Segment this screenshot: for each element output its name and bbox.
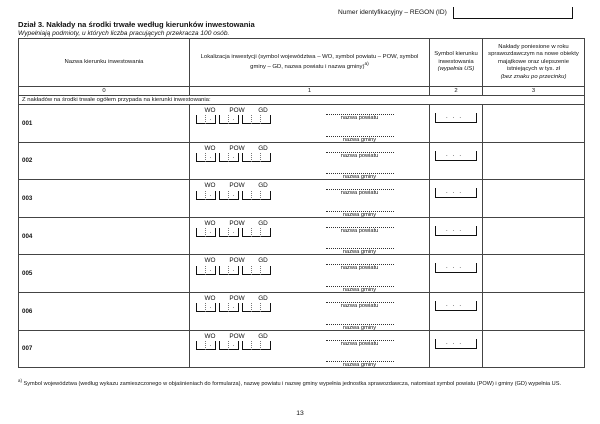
powiat-caption: nazwa powiatu xyxy=(340,190,379,197)
column-number-row xyxy=(19,87,585,96)
code-boxes xyxy=(196,153,276,162)
direction-symbol-cell xyxy=(430,217,483,255)
powiat-name-field[interactable] xyxy=(326,183,394,190)
table-header-row xyxy=(19,39,585,87)
location-cell xyxy=(190,105,430,143)
direction-symbol-cell xyxy=(430,142,483,180)
wo-code-box[interactable]: . xyxy=(196,341,216,350)
page-number: 13 xyxy=(296,410,304,417)
table-row xyxy=(19,180,585,218)
wo-code-box[interactable]: . xyxy=(196,228,216,237)
powiat-caption: nazwa powiatu xyxy=(340,227,379,234)
direction-symbol-cell xyxy=(430,292,483,330)
powiat-name-field[interactable] xyxy=(326,296,394,303)
location-codes xyxy=(196,258,276,274)
row-code[interactable] xyxy=(19,142,190,180)
intro-row xyxy=(19,96,585,105)
gd-code-box[interactable] xyxy=(242,228,271,237)
gmina-caption: nazwa gminy xyxy=(342,249,377,256)
location-codes xyxy=(196,221,276,237)
direction-symbol-box[interactable]: ... xyxy=(435,339,477,349)
row-code-label: 006 xyxy=(22,307,33,315)
code-labels xyxy=(196,221,276,227)
gd-label: GD xyxy=(258,257,268,265)
row-code-label: 004 xyxy=(22,232,33,240)
code-labels xyxy=(196,183,276,189)
code-boxes xyxy=(196,303,276,312)
gmina-caption: nazwa gminy xyxy=(342,136,377,143)
wo-label: WO xyxy=(204,257,216,265)
column-number: 0 xyxy=(19,87,190,96)
code-labels xyxy=(196,146,276,152)
powiat-caption: nazwa powiatu xyxy=(340,265,379,272)
location-cell xyxy=(190,292,430,330)
regon-label: Numer identyfikacyjny – REGON (ID) xyxy=(338,9,447,16)
expenditure-cell[interactable] xyxy=(483,142,585,180)
regon-input-box[interactable] xyxy=(453,7,573,19)
pow-label: POW xyxy=(229,219,245,227)
pow-code-box[interactable]: . xyxy=(219,115,239,124)
table-row xyxy=(19,255,585,293)
expenditure-cell[interactable] xyxy=(483,255,585,293)
code-boxes xyxy=(196,341,276,350)
footnote-text: Symbol województwa (według wykazu zamieszczonego w objaśnieniach do formularza), nazwę powiatu i nazwę gminy wypełnia jednostka sprawozdawcza, natomiast symbol powiatu (POW) i gminy (GD) wypełnia US. xyxy=(23,380,562,387)
direction-symbol-box[interactable]: ... xyxy=(435,226,477,236)
direction-symbol-box[interactable]: ... xyxy=(435,113,477,123)
wo-label: WO xyxy=(204,219,216,227)
footnote-mark: a) xyxy=(18,378,22,383)
gd-code-box[interactable] xyxy=(242,191,271,200)
location-cell xyxy=(190,180,430,218)
gmina-name-field[interactable] xyxy=(326,242,394,249)
gmina-name-field[interactable] xyxy=(326,355,394,362)
location-codes xyxy=(196,334,276,350)
gmina-name-field[interactable] xyxy=(326,205,394,212)
expenditure-cell[interactable] xyxy=(483,105,585,143)
wo-label: WO xyxy=(204,294,216,302)
gd-code-box[interactable] xyxy=(242,303,271,312)
location-names xyxy=(290,108,429,143)
column-number: 1 xyxy=(190,87,430,96)
code-labels xyxy=(196,296,276,302)
wo-code-box[interactable]: . xyxy=(196,153,216,162)
wo-label: WO xyxy=(204,144,216,152)
location-names xyxy=(290,146,429,181)
direction-symbol-cell xyxy=(430,330,483,368)
gd-code-box[interactable] xyxy=(242,341,271,350)
row-code-label: 003 xyxy=(22,194,33,202)
direction-symbol-box[interactable]: ... xyxy=(435,263,477,273)
gd-code-box[interactable] xyxy=(242,153,271,162)
gd-label: GD xyxy=(258,144,268,152)
code-boxes xyxy=(196,115,276,124)
row-code[interactable] xyxy=(19,217,190,255)
wo-label: WO xyxy=(204,107,216,114)
powiat-caption: nazwa powiatu xyxy=(340,115,379,121)
direction-symbol-cell xyxy=(430,105,483,143)
gmina-name-field[interactable] xyxy=(326,167,394,174)
gmina-name-field[interactable] xyxy=(326,318,394,325)
pow-code-box[interactable]: . xyxy=(219,153,239,162)
pow-label: POW xyxy=(229,257,245,265)
location-codes xyxy=(196,146,276,162)
header-direction-symbol: Symbol kierunku inwestowania (wypełnia US) xyxy=(430,39,483,87)
expenditure-cell[interactable] xyxy=(483,330,585,368)
pow-label: POW xyxy=(229,107,245,114)
gmina-name-field[interactable] xyxy=(326,280,394,287)
intro-text: Z nakładów na środki trwałe ogółem przypada na kierunki inwestowania: xyxy=(19,96,585,105)
location-codes xyxy=(196,108,276,124)
direction-symbol-box[interactable]: ... xyxy=(435,301,477,311)
code-boxes xyxy=(196,228,276,237)
pow-code-box[interactable]: . xyxy=(219,191,239,200)
pow-label: POW xyxy=(229,294,245,302)
pow-code-box[interactable]: . xyxy=(219,266,239,275)
powiat-name-field[interactable] xyxy=(326,258,394,265)
row-code[interactable] xyxy=(19,330,190,368)
powiat-name-field[interactable] xyxy=(326,108,394,115)
table-row xyxy=(19,105,585,143)
header-location: Lokalizacja inwestycji (symbol województwa – WO, symbol powiatu – POW, symbol gminy – GD, nazwa powiatu i nazwa gminy)$^{a)}$ xyxy=(190,39,430,87)
location-cell xyxy=(190,217,430,255)
section-subtitle: Wypełniają podmioty, u których liczba pracujących przekracza 100 osób. xyxy=(18,30,230,37)
row-code-label: 005 xyxy=(22,270,33,278)
row-code[interactable] xyxy=(19,292,190,330)
wo-label: WO xyxy=(204,332,216,340)
powiat-name-field[interactable] xyxy=(326,334,394,341)
direction-symbol-cell xyxy=(430,180,483,218)
gmina-caption: nazwa gminy xyxy=(342,362,377,369)
expenditure-cell[interactable] xyxy=(483,217,585,255)
header-direction-name: Nazwa kierunku inwestowania xyxy=(19,39,190,87)
gd-label: GD xyxy=(258,219,268,227)
table-row xyxy=(19,142,585,180)
gmina-caption: nazwa gminy xyxy=(342,211,377,218)
wo-label: WO xyxy=(204,182,216,190)
location-names xyxy=(290,221,429,256)
row-code[interactable] xyxy=(19,180,190,218)
gd-label: GD xyxy=(258,294,268,302)
location-names xyxy=(290,296,429,331)
location-codes xyxy=(196,296,276,312)
gd-label: GD xyxy=(258,182,268,190)
powiat-name-field[interactable] xyxy=(326,221,394,228)
row-code[interactable] xyxy=(19,105,190,143)
column-number: 3 xyxy=(483,87,585,96)
table-row xyxy=(19,330,585,368)
investment-table xyxy=(18,38,585,368)
powiat-caption: nazwa powiatu xyxy=(340,302,379,309)
pow-label: POW xyxy=(229,144,245,152)
code-labels xyxy=(196,258,276,264)
column-number: 2 xyxy=(430,87,483,96)
location-cell xyxy=(190,142,430,180)
code-labels xyxy=(196,108,276,114)
pow-code-box[interactable]: . xyxy=(219,228,239,237)
row-code-label: 002 xyxy=(22,157,33,165)
regon-field xyxy=(338,9,573,19)
gd-label: GD xyxy=(258,332,268,340)
wo-code-box[interactable]: . xyxy=(196,115,216,124)
direction-symbol-box[interactable]: ... xyxy=(435,151,477,161)
pow-code-box[interactable]: . xyxy=(219,341,239,350)
row-code-label: 007 xyxy=(22,345,33,353)
wo-code-box[interactable]: . xyxy=(196,303,216,312)
section-title: Dział 3. Nakłady na środki trwałe według kierunków inwestowania xyxy=(18,20,255,29)
table-row xyxy=(19,292,585,330)
powiat-caption: nazwa powiatu xyxy=(340,152,379,159)
location-names xyxy=(290,183,429,218)
pow-code-box[interactable]: . xyxy=(219,303,239,312)
location-cell xyxy=(190,330,430,368)
pow-label: POW xyxy=(229,332,245,340)
table-row xyxy=(19,217,585,255)
direction-symbol-box[interactable]: ... xyxy=(435,188,477,198)
gmina-caption: nazwa gminy xyxy=(342,324,377,331)
code-labels xyxy=(196,334,276,340)
expenditure-cell[interactable] xyxy=(483,292,585,330)
gd-code-box[interactable] xyxy=(242,115,271,124)
powiat-caption: nazwa powiatu xyxy=(340,340,379,347)
gmina-caption: nazwa gminy xyxy=(342,174,377,181)
location-cell xyxy=(190,255,430,293)
code-boxes xyxy=(196,266,276,275)
expenditure-cell[interactable] xyxy=(483,180,585,218)
pow-label: POW xyxy=(229,182,245,190)
location-names xyxy=(290,258,429,293)
code-boxes xyxy=(196,191,276,200)
powiat-name-field[interactable] xyxy=(326,146,394,153)
location-codes xyxy=(196,183,276,199)
gd-label: GD xyxy=(258,107,268,114)
gd-code-box[interactable] xyxy=(242,266,271,275)
gmina-caption: nazwa gminy xyxy=(342,287,377,294)
direction-symbol-cell xyxy=(430,255,483,293)
gmina-name-field[interactable] xyxy=(326,130,394,137)
header-expenditure: Nakłady poniesione w roku sprawozdawczym na nowe obiekty majątkowe oraz ulepszenie istniejących w tys. zł (bez znaku po przecinku) xyxy=(483,39,585,87)
row-code[interactable] xyxy=(19,255,190,293)
wo-code-box[interactable]: . xyxy=(196,266,216,275)
row-code-label: 001 xyxy=(22,119,33,127)
location-names xyxy=(290,334,429,369)
footnote xyxy=(18,378,578,388)
wo-code-box[interactable]: . xyxy=(196,191,216,200)
